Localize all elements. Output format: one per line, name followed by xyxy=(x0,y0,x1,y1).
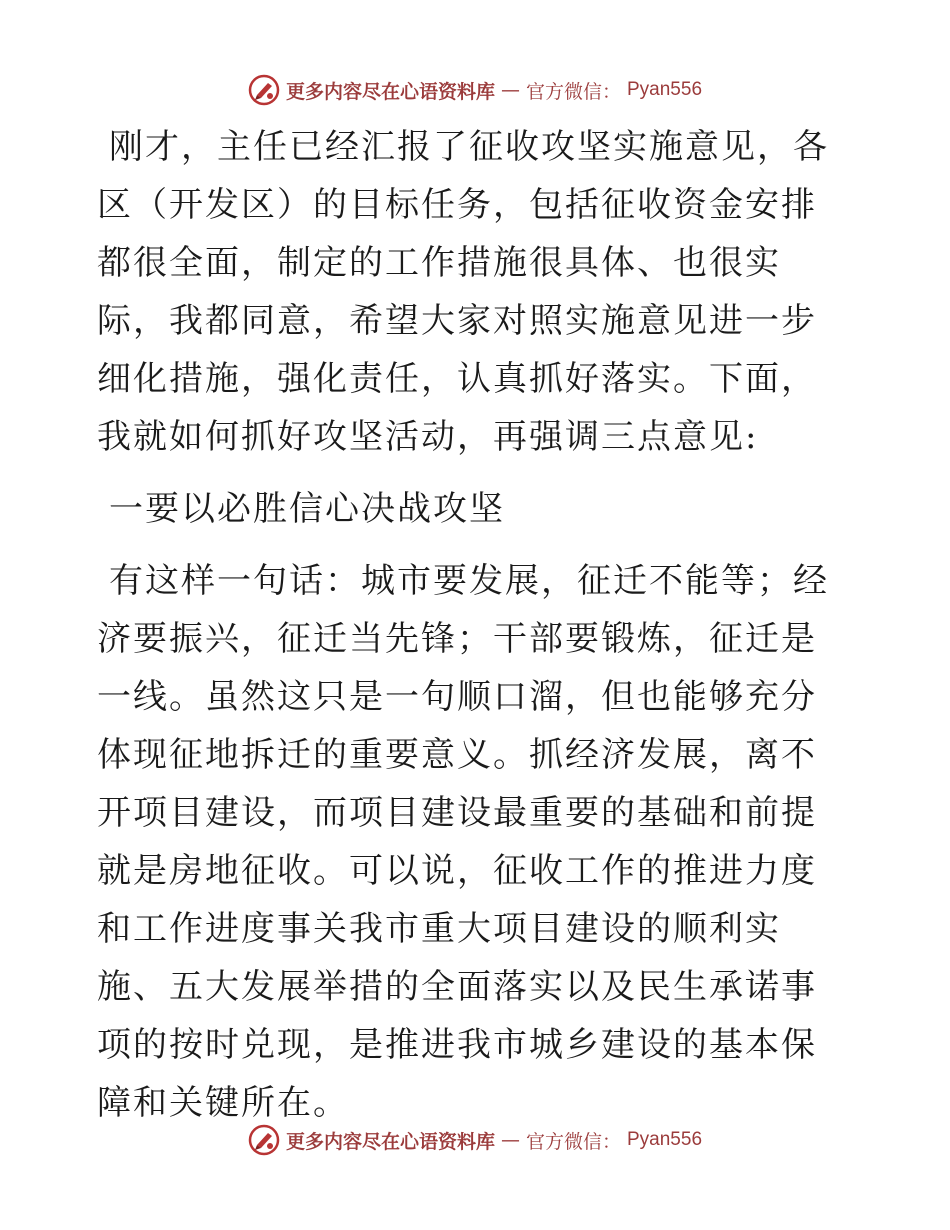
banner-content xyxy=(248,74,702,106)
banner-wechat-label: 官方微信： xyxy=(525,80,621,103)
logo-icon xyxy=(248,1124,280,1156)
banner-content-footer xyxy=(248,1124,702,1156)
banner-dash: — xyxy=(500,1129,520,1151)
banner-title: 更多内容尽在心语资料库 xyxy=(285,80,495,103)
banner-wechat-id: Pyan556 xyxy=(627,1129,703,1150)
banner-wechat-id: Pyan556 xyxy=(627,79,703,100)
section-heading-1: 一要以必胜信心决战攻坚 xyxy=(109,489,505,529)
header-banner xyxy=(0,70,950,110)
banner-dash: — xyxy=(500,79,520,101)
paragraph-1: 刚才，主任已经汇报了征收攻坚实施意见，各区（开发区）的目标任务，包括征收资金安排都很全面，制定的工作措施很具体、也很实际，我都同意，希望大家对照实施意见进一步细化措施，强化责任，认真抓好落实。下面，我就如何抓好攻坚活动，再强调三点意见: xyxy=(97,127,829,457)
paragraph-2: 有这样一句话：城市要发展，征迁不能等；经济要振兴，征迁当先锋；干部要锻炼，征迁是一线。虽然这只是一句顺口溜，但也能够充分体现征地拆迁的重要意义。抓经济发展，离不开项目建设，而项目建设最重要的基础和前提就是房地征收。可以说，征收工作的推进力度和工作进度事关我市重大项目建设的顺利实施、五大发展举措的全面落实以及民生承诺事项的按时兑现，是推进我市城乡建设的基本保障和关键所在。 xyxy=(97,561,829,1123)
banner-wechat-label: 官方微信： xyxy=(525,1130,621,1153)
banner-title: 更多内容尽在心语资料库 xyxy=(285,1130,495,1153)
footer-banner xyxy=(0,1120,950,1160)
logo-icon xyxy=(248,74,280,106)
document-body xyxy=(97,118,852,1132)
